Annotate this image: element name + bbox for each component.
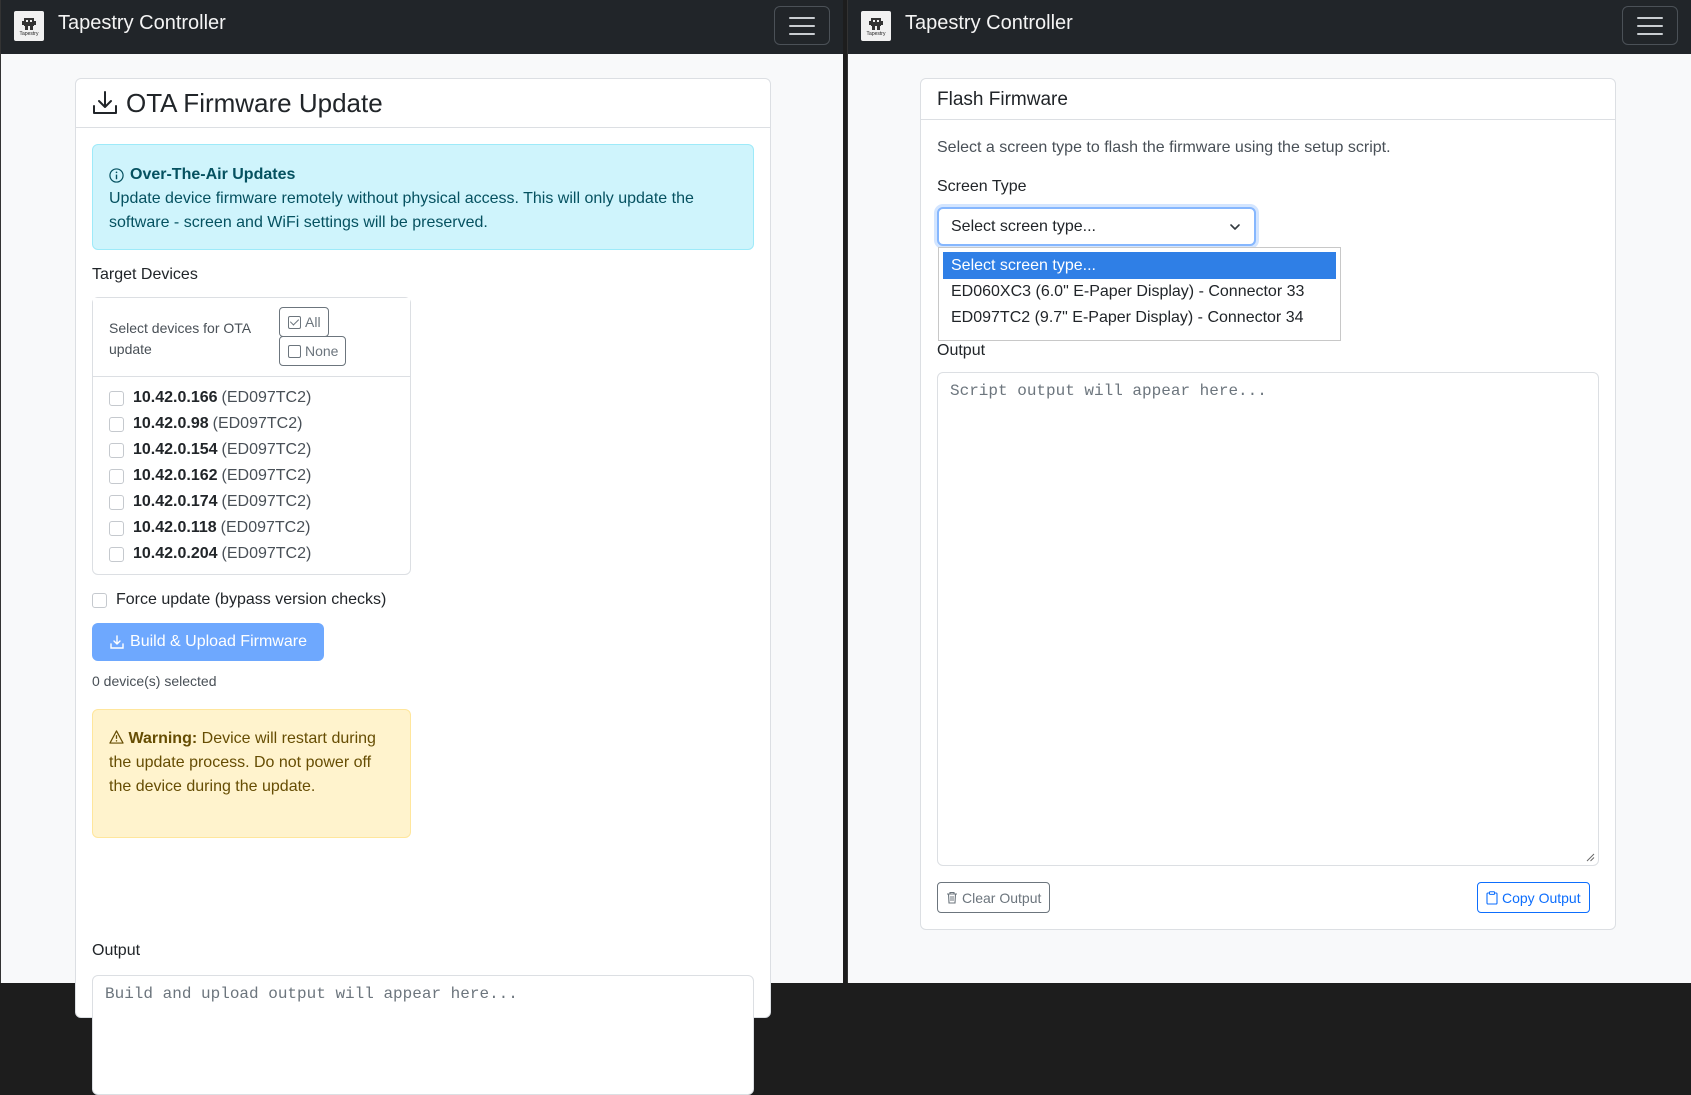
device-ip: 10.42.0.162 bbox=[133, 467, 218, 484]
device-selector bbox=[92, 297, 411, 575]
device-ip: 10.42.0.166 bbox=[133, 389, 218, 406]
ota-card bbox=[75, 78, 771, 1018]
flash-title: Flash Firmware bbox=[937, 89, 1068, 110]
device-model: (ED097TC2) bbox=[221, 389, 312, 406]
force-update-option[interactable] bbox=[92, 591, 386, 609]
app-logo[interactable] bbox=[861, 11, 891, 41]
app-title[interactable]: Tapestry Controller bbox=[58, 12, 226, 34]
select-none-button[interactable]: None bbox=[279, 336, 346, 366]
dropdown-option[interactable]: ED097TC2 (9.7" E-Paper Display) - Connector 34 bbox=[951, 308, 1304, 326]
dropdown-option[interactable]: ED060XC3 (6.0" E-Paper Display) - Connector 33 bbox=[951, 282, 1305, 300]
device-row[interactable] bbox=[109, 541, 311, 567]
target-devices-label: Target Devices bbox=[92, 266, 198, 283]
device-checkbox[interactable] bbox=[109, 391, 124, 406]
trash-icon bbox=[946, 891, 958, 904]
device-checkbox[interactable] bbox=[109, 521, 124, 536]
device-checkbox[interactable] bbox=[109, 443, 124, 458]
force-update-label: Force update (bypass version checks) bbox=[116, 591, 387, 608]
screen-type-dropdown bbox=[938, 247, 1341, 341]
device-row[interactable] bbox=[109, 385, 311, 411]
right-window bbox=[847, 0, 1691, 983]
app-logo[interactable] bbox=[14, 11, 44, 41]
robot-icon bbox=[867, 16, 885, 32]
hamburger-icon bbox=[1637, 17, 1663, 19]
resize-grip-icon[interactable] bbox=[1585, 852, 1595, 862]
robot-icon bbox=[20, 16, 38, 32]
device-model: (ED097TC2) bbox=[221, 441, 312, 458]
menu-toggle-button[interactable] bbox=[1622, 6, 1678, 45]
device-checkbox[interactable] bbox=[109, 417, 124, 432]
logo-text: Tapestry bbox=[19, 30, 39, 37]
device-row[interactable] bbox=[109, 515, 311, 541]
flash-intro: Select a screen type to flash the firmware using the setup script. bbox=[937, 139, 1391, 156]
output-label: Output bbox=[92, 942, 141, 959]
device-ip: 10.42.0.204 bbox=[133, 545, 218, 562]
device-ip: 10.42.0.174 bbox=[133, 493, 218, 510]
device-checkbox[interactable] bbox=[109, 495, 124, 510]
warning-alert bbox=[92, 709, 411, 838]
download-icon bbox=[91, 89, 119, 117]
device-model: (ED097TC2) bbox=[212, 415, 303, 432]
logo-text: Tapestry bbox=[866, 30, 886, 37]
device-row[interactable] bbox=[109, 463, 311, 489]
screen-type-label: Screen Type bbox=[937, 178, 1027, 195]
dropdown-option[interactable]: Select screen type... bbox=[943, 252, 1336, 279]
device-model: (ED097TC2) bbox=[221, 493, 312, 510]
warning-triangle-icon bbox=[109, 730, 124, 744]
flash-output-textarea[interactable]: Script output will appear here... bbox=[937, 372, 1599, 866]
devices-hint: Select devices for OTA update bbox=[109, 320, 251, 357]
flash-card-header bbox=[921, 79, 1615, 120]
warning-body: Device will restart during the update process. Do not power off the device during the update. bbox=[109, 730, 376, 795]
navbar bbox=[848, 0, 1691, 54]
ota-card-header bbox=[76, 79, 770, 128]
left-window bbox=[0, 0, 843, 1003]
download-icon bbox=[109, 634, 125, 650]
build-upload-button[interactable]: Build & Upload Firmware bbox=[92, 623, 324, 661]
page-title: OTA Firmware Update bbox=[126, 88, 383, 118]
device-model: (ED097TC2) bbox=[221, 467, 312, 484]
ota-output-textarea[interactable]: Build and upload output will appear here... bbox=[92, 975, 754, 1095]
menu-toggle-button[interactable] bbox=[774, 6, 830, 45]
chevron-down-icon bbox=[1228, 220, 1242, 234]
device-row[interactable] bbox=[109, 411, 311, 437]
info-icon bbox=[109, 168, 124, 183]
warning-strong: Warning: bbox=[128, 730, 198, 747]
device-checkbox[interactable] bbox=[109, 547, 124, 562]
square-icon bbox=[288, 345, 301, 358]
device-checkbox[interactable] bbox=[109, 469, 124, 484]
hamburger-icon bbox=[789, 17, 815, 19]
device-ip: 10.42.0.154 bbox=[133, 441, 218, 458]
selected-count: 0 device(s) selected bbox=[92, 673, 217, 689]
screen-type-select[interactable]: Select screen type... bbox=[937, 207, 1256, 246]
device-ip: 10.42.0.98 bbox=[133, 415, 209, 432]
device-model: (ED097TC2) bbox=[221, 545, 312, 562]
info-alert bbox=[92, 144, 754, 250]
select-all-button[interactable]: All bbox=[279, 307, 329, 337]
info-heading: Over-The-Air Updates bbox=[130, 166, 296, 183]
device-row[interactable] bbox=[109, 489, 311, 515]
copy-output-button[interactable]: Copy Output bbox=[1477, 882, 1590, 913]
navbar bbox=[1, 0, 843, 54]
device-row[interactable] bbox=[109, 437, 311, 463]
check-square-icon bbox=[288, 316, 301, 329]
app-title[interactable]: Tapestry Controller bbox=[905, 12, 1073, 34]
info-body: Update device firmware remotely without physical access. This will only update the software - screen and WiFi settings will be preserved. bbox=[109, 190, 694, 231]
clear-output-button[interactable]: Clear Output bbox=[937, 882, 1050, 913]
force-update-checkbox[interactable] bbox=[92, 593, 107, 608]
clipboard-icon bbox=[1486, 891, 1498, 905]
device-model: (ED097TC2) bbox=[220, 519, 311, 536]
device-ip: 10.42.0.118 bbox=[133, 519, 217, 536]
device-list bbox=[109, 385, 311, 567]
flash-card bbox=[920, 78, 1616, 930]
output-label: Output bbox=[937, 342, 986, 359]
